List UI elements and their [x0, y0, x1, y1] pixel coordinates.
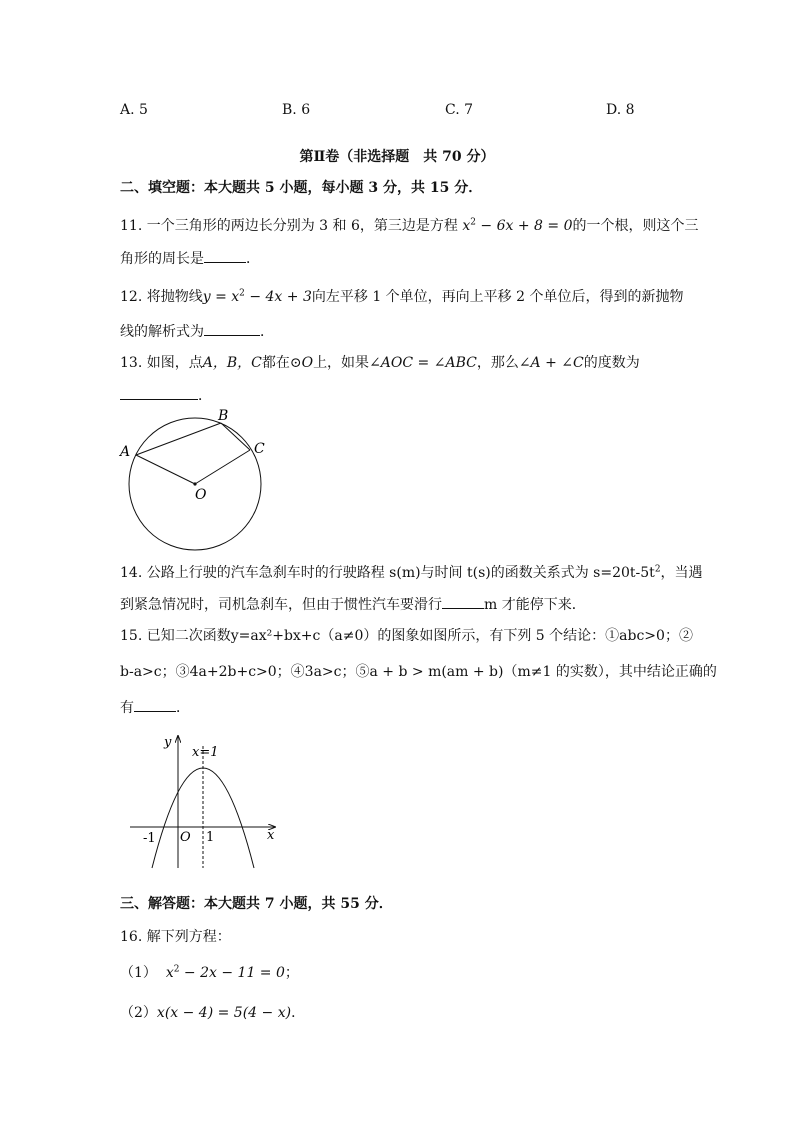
- question-16-part2: （2）x(x − 4) = 5(4 − x)．: [120, 1005, 306, 1021]
- section2-heading: 二、填空题：本大题共 5 小题，每小题 3 分，共 15 分．: [120, 180, 483, 196]
- question-12-line2: 线的解析式为 ．: [120, 324, 274, 340]
- label-x-eq-1: x=1: [192, 745, 219, 760]
- center-point: [193, 482, 196, 485]
- answer-blank-12[interactable]: [204, 323, 260, 336]
- parabola-figure: [125, 728, 285, 873]
- question-11-line1: 11. 一个三角形的两边长分别为 3 和 6，第三边是方程 $x^2 - 6x + 8 = 0$的一个根，则这个三: [120, 217, 699, 234]
- label-neg1: -1: [143, 831, 156, 846]
- segment-oc: [195, 450, 250, 484]
- label-b: B: [218, 408, 229, 424]
- answer-blank-11[interactable]: [204, 250, 246, 263]
- answer-blank-14[interactable]: [442, 596, 484, 609]
- segment-ab: [136, 423, 221, 455]
- label-o: O: [195, 487, 207, 503]
- answer-blank-15[interactable]: [134, 699, 176, 712]
- option-d: D. 8: [606, 102, 635, 118]
- option-b: B. 6: [282, 102, 311, 118]
- answer-blank-13[interactable]: [120, 387, 198, 400]
- question-13-line2: ．: [120, 385, 212, 405]
- question-14-line1: 14. 公路上行驶的汽车急刹车时的行驶路程 s(m)与时间 t(s)的函数关系式为 $s=20t-5t^2$，当遇: [120, 564, 703, 581]
- label-c: C: [254, 441, 265, 457]
- label-a: A: [120, 444, 131, 460]
- option-a: A. 5: [120, 102, 148, 118]
- option-c: C. 7: [445, 102, 474, 118]
- question-14-line2: 到紧急情况时，司机急刹车，但由于惯性汽车要滑行 m 才能停下来．: [120, 597, 586, 613]
- segment-oa: [136, 455, 195, 484]
- section3-heading: 三、解答题：本大题共 7 小题，共 55 分．: [120, 896, 393, 912]
- question-12-line1: 12. 将抛物线$y = x^2 - 4x + 3$向左平移 1 个单位，再向上平移 2 个单位后，得到的新抛物: [120, 288, 684, 305]
- question-13-line1: 13. 如图，点A，B，C都在⊙O上，如果∠AOC = ∠ABC，那么∠A + ∠C的度数为: [120, 355, 640, 371]
- label-origin: O: [180, 830, 191, 845]
- circle-figure: [115, 404, 275, 554]
- part2-title: 第Ⅱ卷（非选择题 共 70 分）: [299, 149, 495, 165]
- question-15-line3: 有 ．: [120, 700, 190, 716]
- label-one: 1: [206, 830, 215, 845]
- question-15-line1: 15. 已知二次函数y=ax²+bx+c（a≠0）的图象如图所示，有下列 5 个结论：①abc>0；②: [120, 628, 693, 644]
- question-11-line2: 角形的周长是 ．: [120, 251, 260, 267]
- question-15-line2: b-a>c；③4a+2b+c>0；④3a>c；⑤a + b > m(am + b)（m≠1 的实数），其中结论正确的: [120, 664, 717, 680]
- question-16-title: 16. 解下列方程：: [120, 929, 231, 945]
- label-y: y: [164, 735, 172, 750]
- question-16-part1: （1） $x^2 - 2x - 11 = 0$；: [120, 964, 299, 981]
- segment-bc: [221, 423, 250, 450]
- label-x: x: [267, 828, 275, 843]
